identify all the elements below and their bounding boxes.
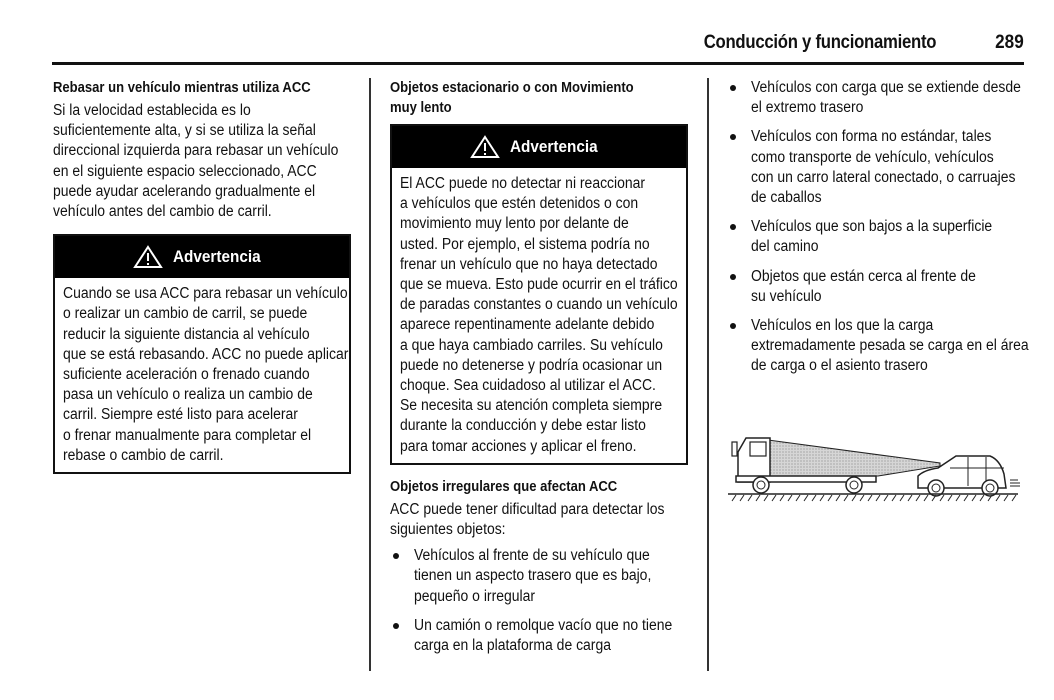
list-item: Vehículos con forma no estándar, tales como transporte de vehículo, vehículos con un carro lateral conectado, o carruajes de caballos xyxy=(727,127,1027,208)
warning-triangle-icon xyxy=(133,245,163,269)
page-number: 289 xyxy=(995,32,1024,53)
list-item: Vehículos al frente de su vehículo que tienen un aspecto trasero que es bajo, pequeño o irregular xyxy=(390,546,688,607)
section-title: Conducción y funcionamiento xyxy=(703,32,936,53)
column-divider xyxy=(707,78,709,671)
paragraph: ACC puede tener dificultad para detectar los siguientes objetos: xyxy=(390,500,665,539)
bullet-list xyxy=(390,546,688,656)
column-divider xyxy=(369,78,371,671)
section-heading: Rebasar un vehículo mientras utiliza ACC xyxy=(53,80,311,96)
truck-and-car-illustration xyxy=(728,430,1023,502)
column-2 xyxy=(390,78,688,665)
bullet-icon xyxy=(730,134,736,140)
warning-box xyxy=(390,124,688,465)
page-header xyxy=(52,28,1024,62)
bullet-list xyxy=(727,78,1027,377)
section-heading: Objetos irregulares que afectan ACC xyxy=(390,478,618,495)
list-item: Objetos que están cerca al frente de su vehículo xyxy=(727,267,1027,307)
list-item: Vehículos en los que la carga extremadamente pesada se carga en el área de carga o el asiento trasero xyxy=(727,316,1027,377)
list-item: Vehículos que son bajos a la superficie del camino xyxy=(727,217,1027,257)
paragraph: Si la velocidad establecida es lo suficientemente alta, y si se utiliza la señal direccional izquierda para rebasar un vehículo en el siguiente espacio seleccionado, ACC puede ayudar acelerando gradualmente el vehículo antes del cambio de carril. xyxy=(53,102,339,221)
warning-header xyxy=(392,126,686,168)
header-rule xyxy=(52,62,1024,65)
warning-triangle-icon xyxy=(470,135,500,159)
warning-body: Cuando se usa ACC para rebasar un vehículo o realizar un cambio de carril, se puede reducir la siguiente distancia al vehículo que se está rebasando. ACC no puede aplicar suficiente aceleración o frenado cuando pasa un vehículo o realiza un cambio de carril. Siempre esté listo para acelerar o frenar manualmente para completar el rebase o cambio de carril. xyxy=(63,285,349,464)
bullet-icon xyxy=(730,224,736,230)
bullet-icon xyxy=(730,85,736,91)
column-1 xyxy=(53,78,351,474)
list-item: Un camión o remolque vacío que no tiene carga en la plataforma de carga xyxy=(390,616,688,656)
section-heading: Objetos estacionario o con Movimiento muy lento xyxy=(390,80,634,116)
bullet-icon xyxy=(393,623,399,629)
bullet-icon xyxy=(730,274,736,280)
warning-header xyxy=(55,236,349,278)
bullet-icon xyxy=(730,323,736,329)
column-3 xyxy=(727,78,1027,386)
warning-box xyxy=(53,234,351,474)
warning-title: Advertencia xyxy=(173,247,261,267)
warning-title: Advertencia xyxy=(510,136,598,156)
warning-body: El ACC puede no detectar ni reaccionar a vehículos que estén detenidos o con movimiento muy lento por delante de usted. Por ejemplo, el sistema podría no frenar un vehículo que no haya detectado que se mueva. Esto pude ocurrir en el tráfico de paradas constantes o cuando un vehículo aparece repentinamente adelante debido a que haya cambiado carriles. Su vehículo puede no detenerse y podría ocasionar un choque. Sea cuidadoso al utilizar el ACC. Se necesita su atención completa siempre durante la conducción y debe estar listo para tomar acciones y aplicar el freno. xyxy=(400,175,678,455)
list-item: Vehículos con carga que se extiende desde el extremo trasero xyxy=(727,78,1027,118)
bullet-icon xyxy=(393,553,399,559)
